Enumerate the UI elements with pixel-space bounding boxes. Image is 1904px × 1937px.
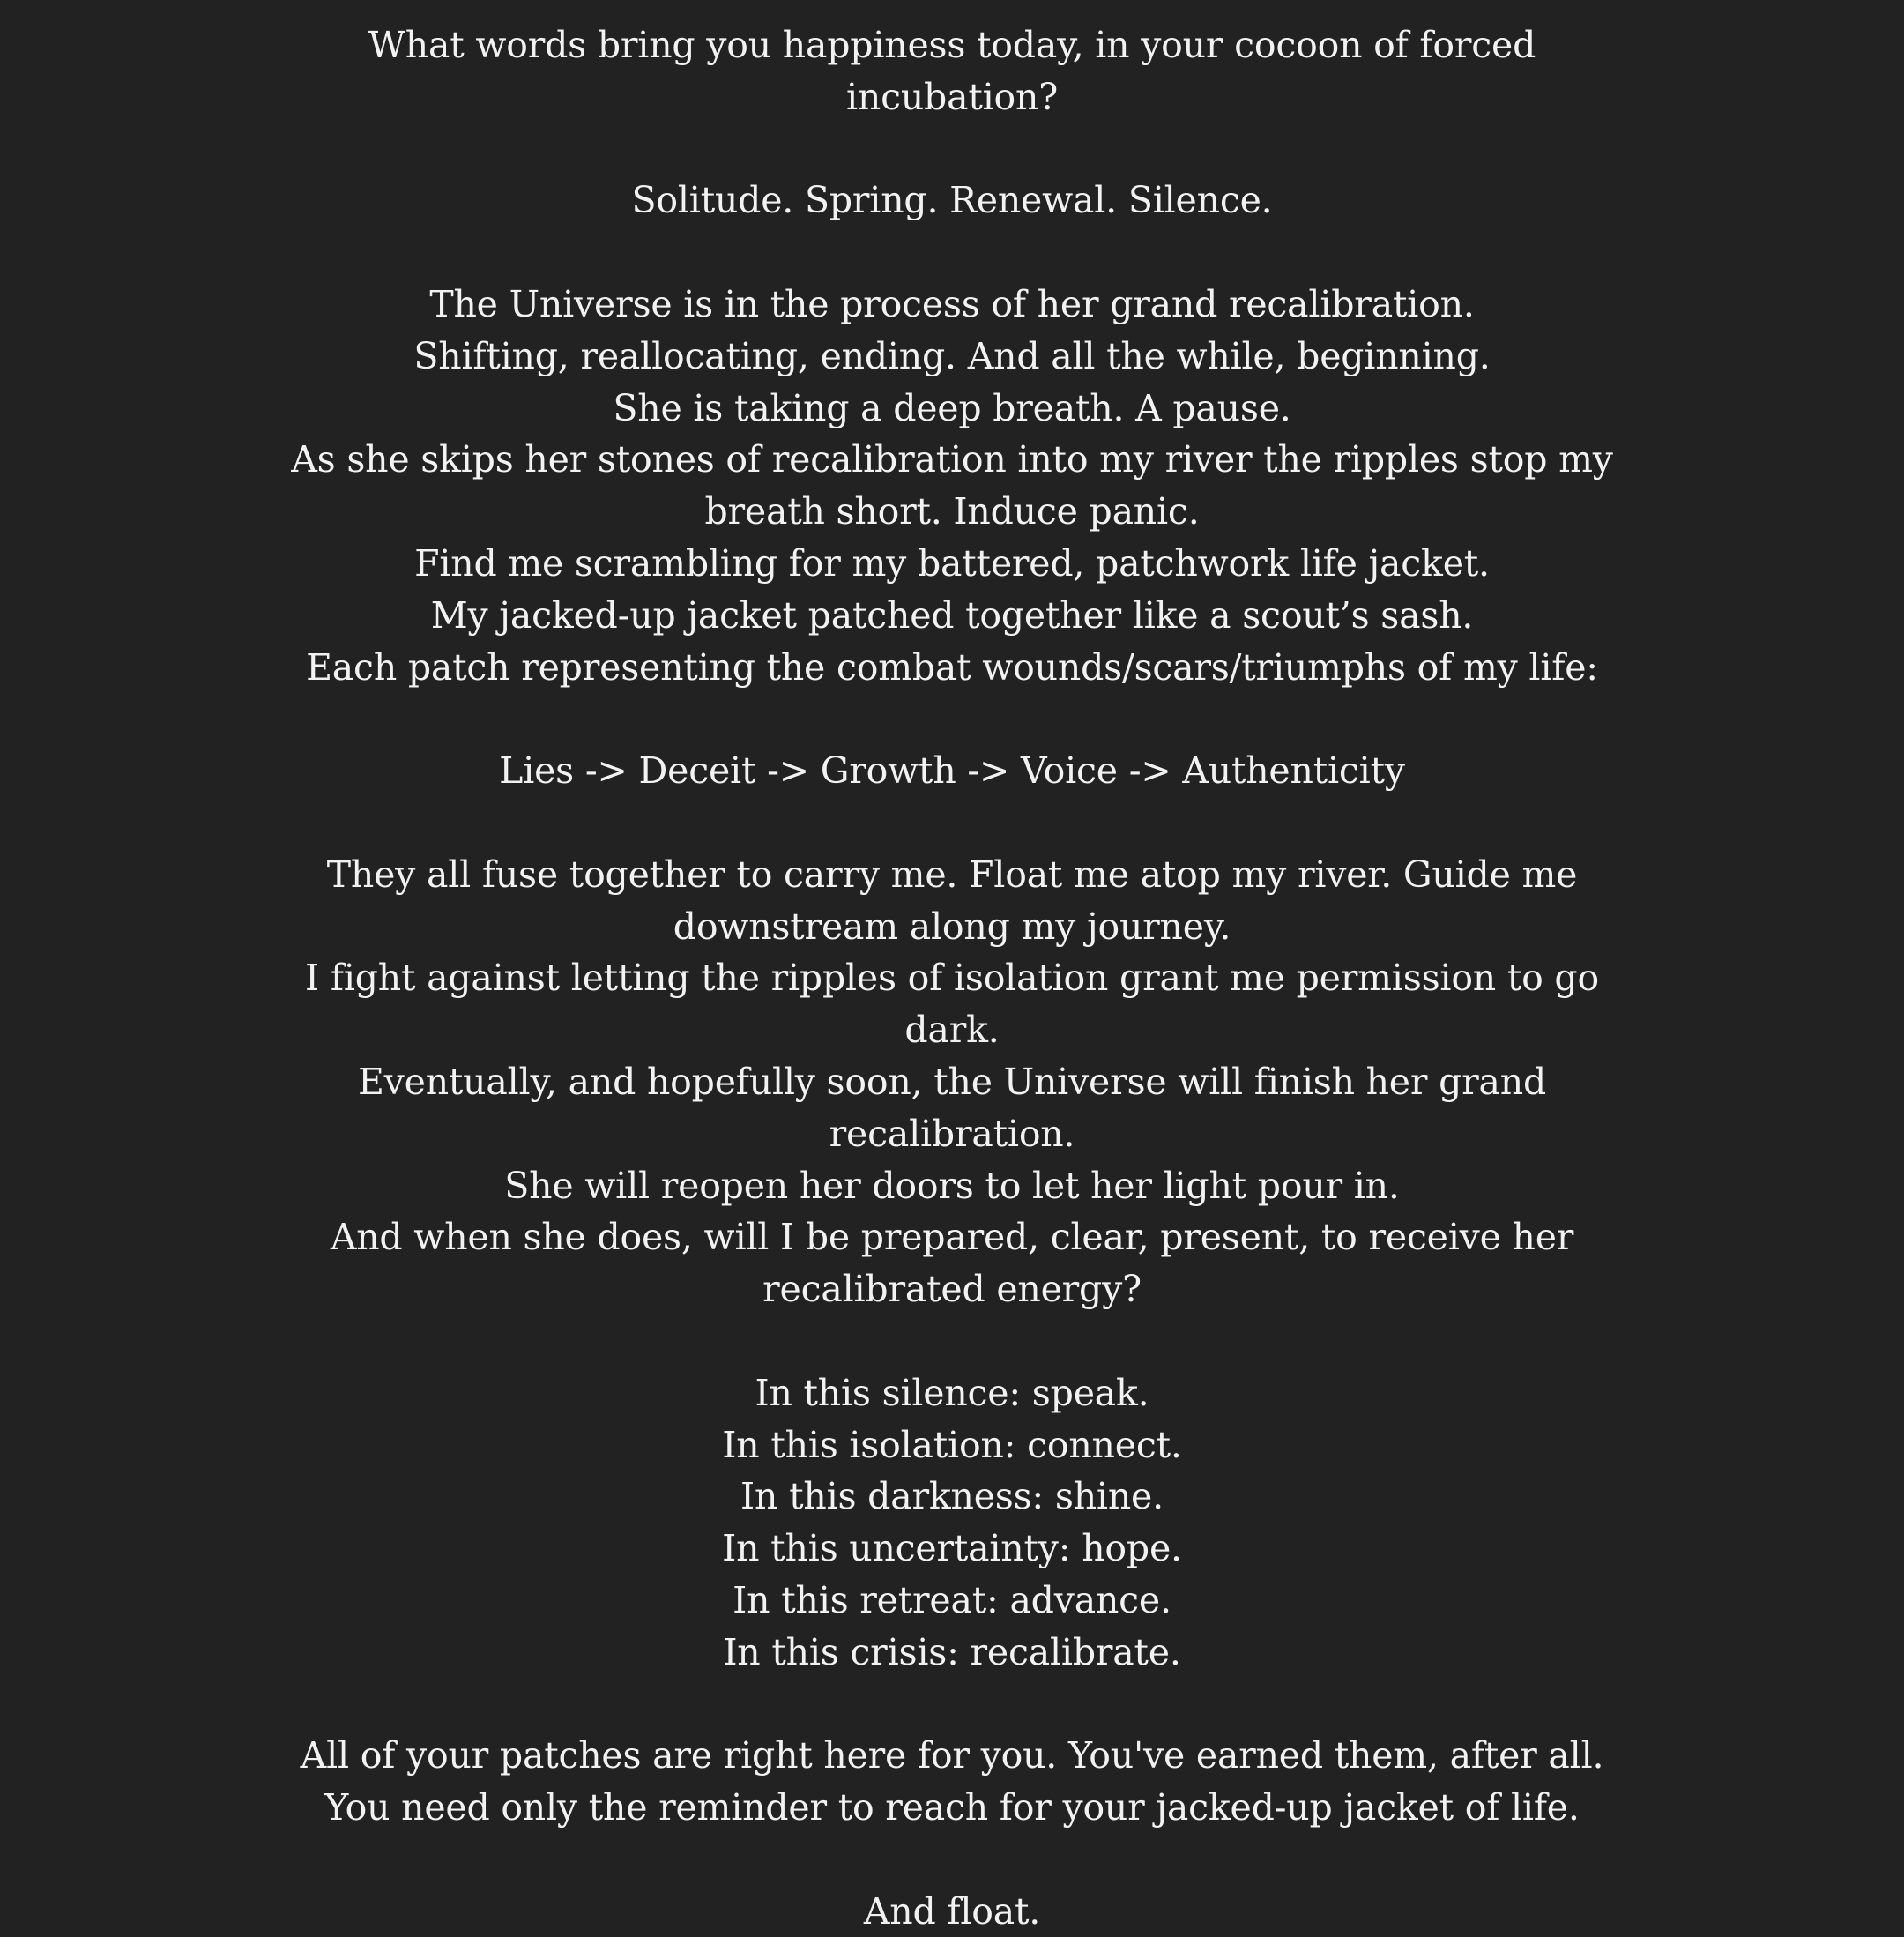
stanza-closing xyxy=(264,1886,1640,1937)
poem-line: In this uncertainty: hope. xyxy=(722,1527,1182,1570)
poem-line: In this darkness: shine. xyxy=(740,1475,1164,1518)
poem-line: As she skips her stones of recalibration into my river the ripples stop my xyxy=(291,438,1613,481)
poem-line: Solitude. Spring. Renewal. Silence. xyxy=(631,179,1273,222)
poem-text xyxy=(264,19,1640,1937)
poem-line: Shifting, reallocating, ending. And all the while, beginning. xyxy=(413,334,1491,377)
poem-line: In this silence: speak. xyxy=(755,1371,1149,1414)
poem-line: breath short. Induce panic. xyxy=(704,490,1200,533)
poem-line: She is taking a deep breath. A pause. xyxy=(613,386,1291,429)
poem-line: Lies -> Deceit -> Growth -> Voice -> Authenticity xyxy=(499,749,1405,793)
poem-line: recalibrated energy? xyxy=(762,1268,1142,1311)
poem-line: In this isolation: connect. xyxy=(722,1423,1182,1466)
poem-line: In this crisis: recalibrate. xyxy=(723,1630,1181,1673)
stanza-affirmations xyxy=(264,1367,1640,1679)
poem-line: recalibration. xyxy=(829,1112,1075,1155)
poem-line: And float. xyxy=(863,1889,1041,1933)
poem-line: downstream along my journey. xyxy=(673,905,1231,948)
stanza-river xyxy=(264,849,1640,1315)
poem-line: Find me scrambling for my battered, patchwork life jacket. xyxy=(414,541,1490,585)
stanza-question xyxy=(264,19,1640,123)
stanza-patches xyxy=(264,745,1640,797)
poem-line: Eventually, and hopefully soon, the Universe will finish her grand xyxy=(357,1060,1547,1103)
stanza-universe xyxy=(264,279,1640,693)
poem-line: Each patch representing the combat wounds/scars/triumphs of my life: xyxy=(306,645,1598,689)
poem-line: I fight against letting the ripples of isolation grant me permission to go dark. xyxy=(305,957,1599,1052)
poem-line: What words bring you happiness today, in your cocoon of forced incubation? xyxy=(368,24,1536,118)
poem-line: The Universe is in the process of her grand recalibration. xyxy=(429,282,1475,325)
poem-line: They all fuse together to carry me. Float me atop my river. Guide me xyxy=(326,853,1578,896)
poem-line: And when she does, will I be prepared, clear, present, to receive her xyxy=(330,1216,1574,1259)
poem-line: All of your patches are right here for you. You've earned them, after all. xyxy=(300,1734,1604,1777)
poem-line: You need only the reminder to reach for your jacked-up jacket of life. xyxy=(324,1786,1580,1829)
poem-line: In this retreat: advance. xyxy=(733,1578,1171,1621)
stanza-reminder xyxy=(264,1730,1640,1834)
poem-line: She will reopen her doors to let her light pour in. xyxy=(504,1164,1400,1207)
stanza-words xyxy=(264,175,1640,227)
poem-line: My jacked-up jacket patched together like a scout’s sash. xyxy=(430,593,1474,637)
